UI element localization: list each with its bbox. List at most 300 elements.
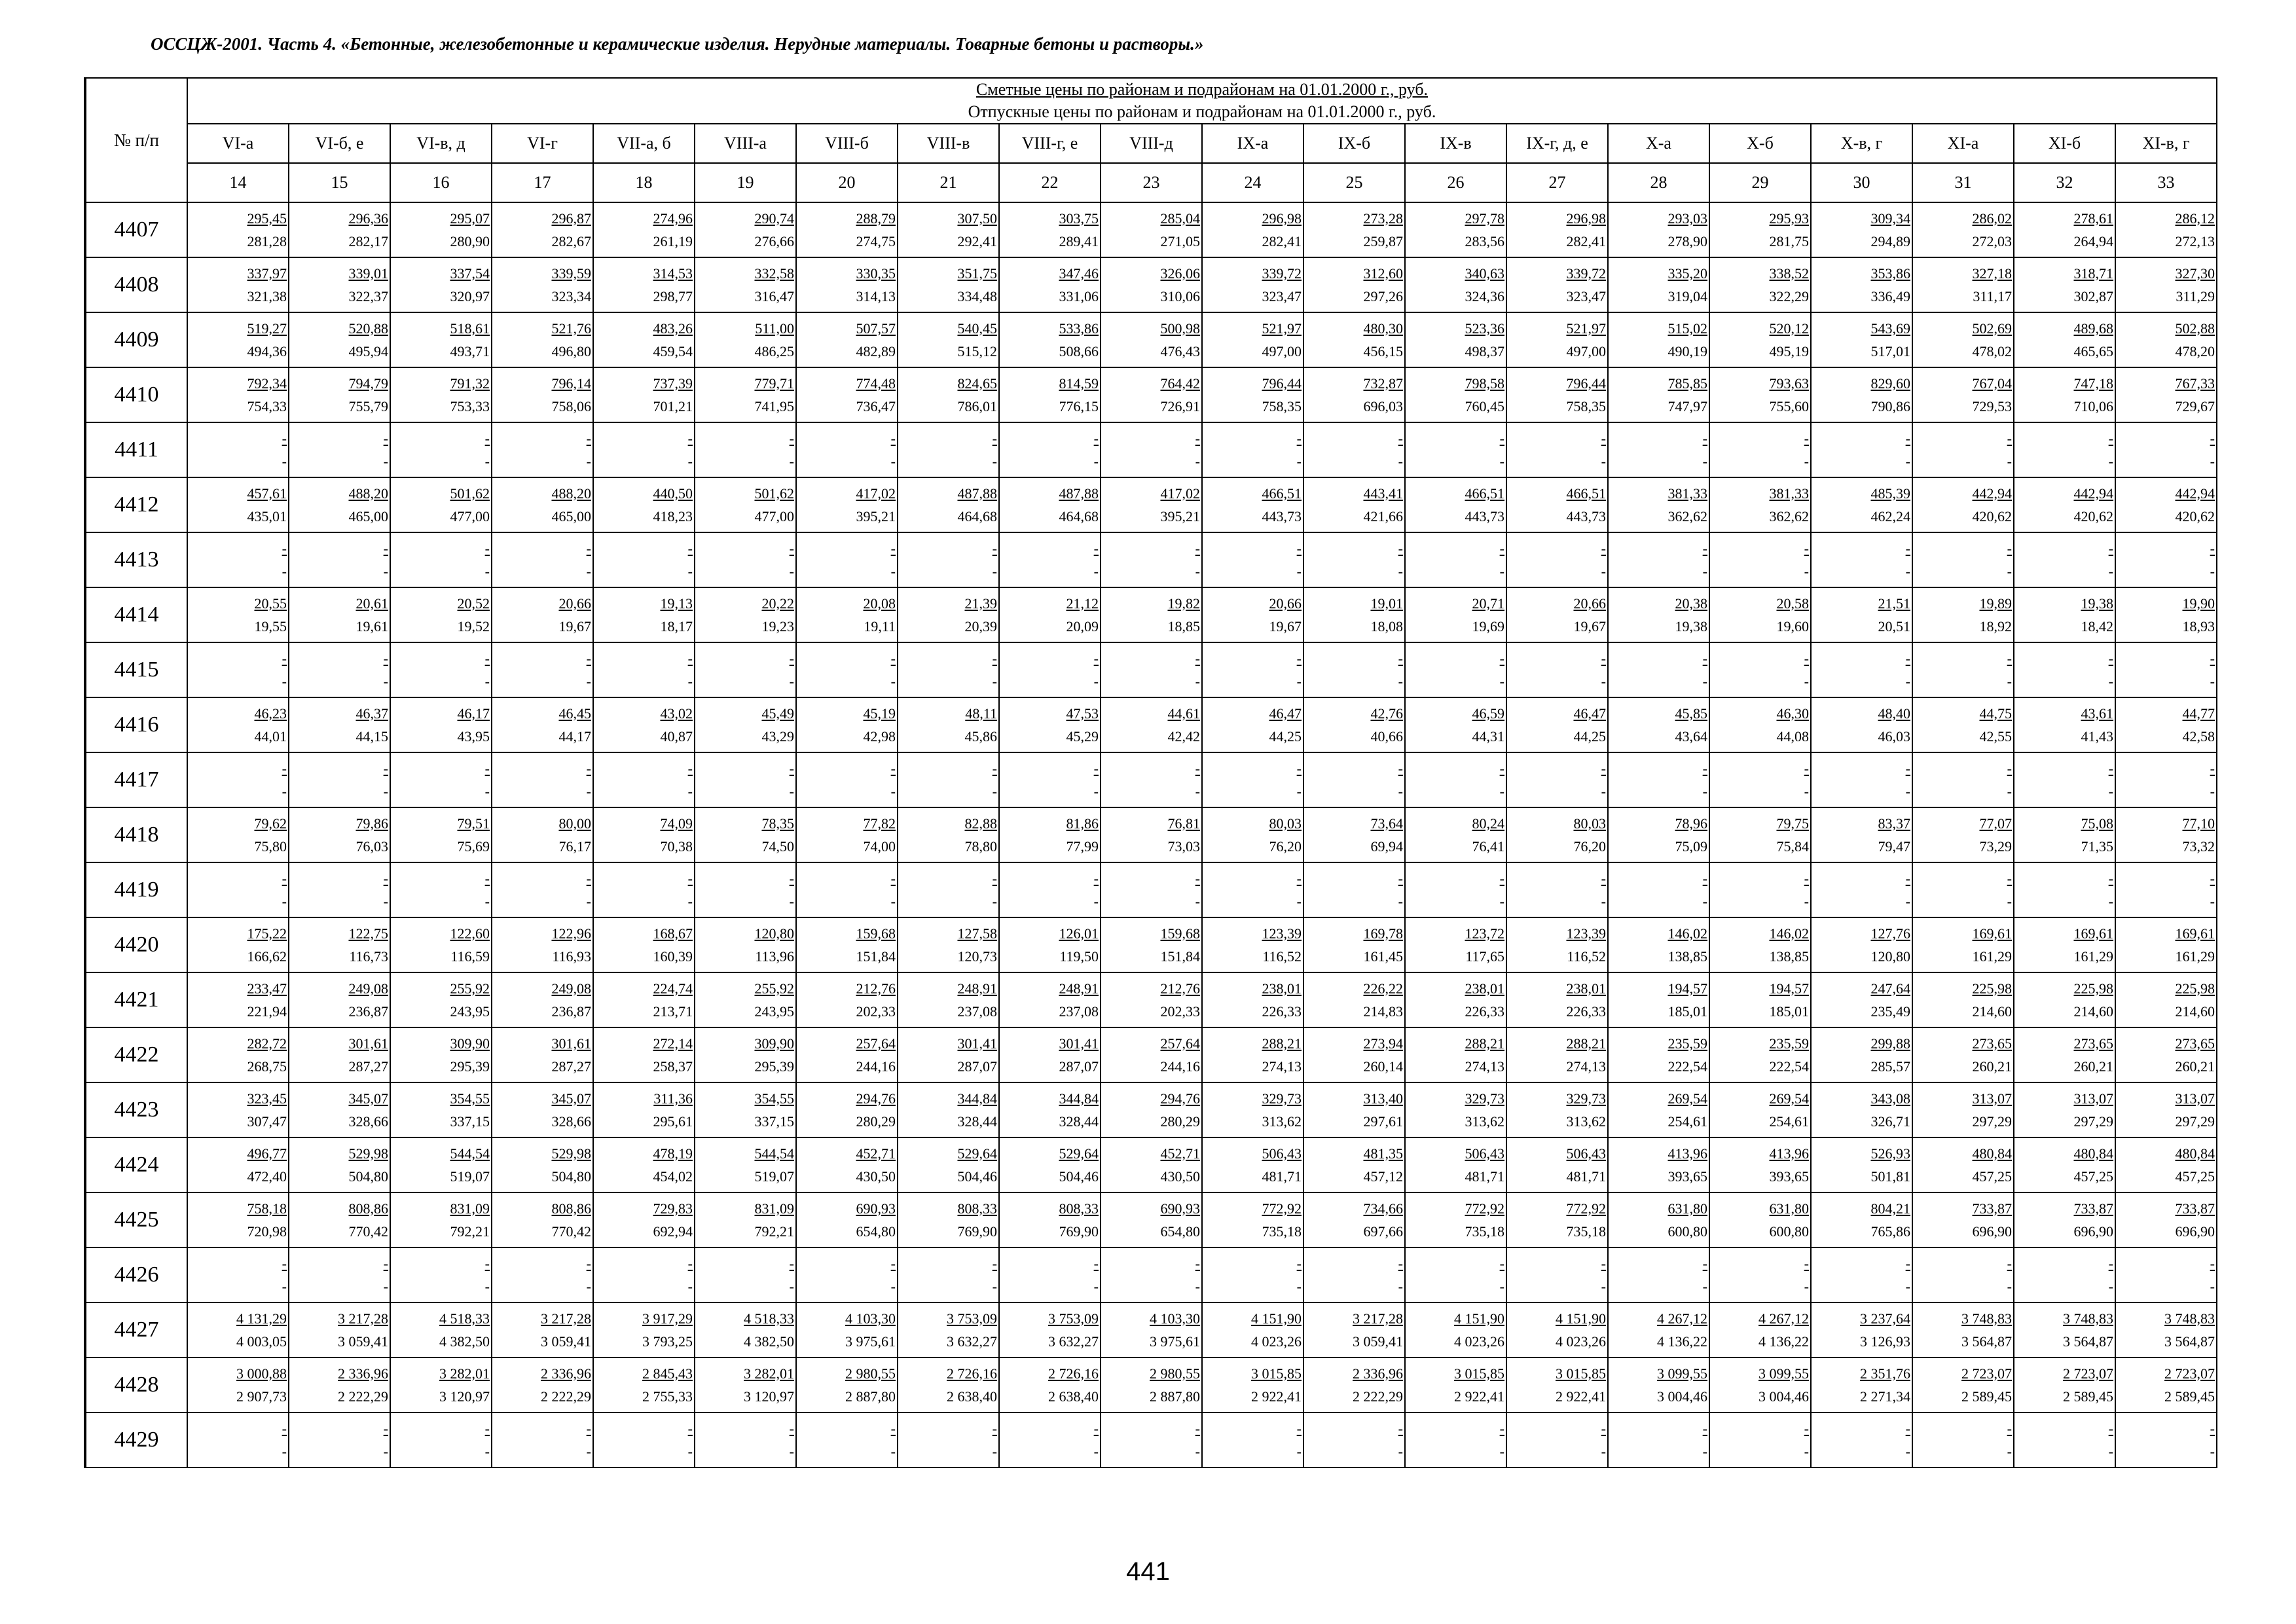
- release-price: 20,39: [964, 618, 997, 635]
- release-price: 119,50: [1059, 948, 1099, 965]
- price-cell: [187, 1137, 289, 1192]
- estimated-price: 238,01: [1566, 980, 1606, 997]
- release-price: -: [383, 452, 388, 470]
- column-header: X-в, г: [1811, 124, 1912, 163]
- release-price: 151,84: [856, 948, 896, 965]
- release-price: -: [1195, 783, 1200, 800]
- price-cell: [898, 257, 999, 312]
- release-price: 420,62: [1972, 507, 2012, 525]
- column-header: VIII-б: [796, 124, 898, 163]
- release-price: 696,03: [1363, 397, 1403, 415]
- row-id: 4422: [85, 1027, 187, 1082]
- release-price: -: [383, 893, 388, 910]
- estimated-price: 48,11: [965, 705, 997, 722]
- estimated-price: 488,20: [551, 485, 591, 502]
- release-price: 278,90: [1667, 232, 1707, 249]
- estimated-price: 311,36: [653, 1090, 693, 1107]
- price-cell: [187, 1247, 289, 1302]
- price-cell: [187, 422, 289, 477]
- price-cell: [1101, 202, 1202, 257]
- estimated-price: 3 282,01: [439, 1365, 490, 1382]
- price-cell: [1303, 202, 1405, 257]
- estimated-price: 123,39: [1566, 925, 1606, 942]
- price-cell: [1506, 1247, 1608, 1302]
- estimated-price: -: [1601, 760, 1606, 777]
- price-cell: [1709, 587, 1811, 642]
- estimated-price: 381,33: [1667, 485, 1707, 502]
- price-cell: [796, 862, 898, 917]
- release-price: 235,49: [1870, 1003, 1910, 1020]
- release-price: 3 059,41: [338, 1333, 388, 1350]
- price-cell: [1912, 1302, 2014, 1357]
- release-price: 116,52: [1262, 948, 1302, 965]
- estimated-price: -: [2108, 650, 2113, 667]
- price-cell: [1101, 862, 1202, 917]
- release-price: 692,94: [653, 1223, 693, 1240]
- release-price: -: [992, 673, 997, 690]
- price-cell: [796, 642, 898, 697]
- price-cell: [187, 312, 289, 367]
- column-number: 25: [1303, 163, 1405, 202]
- price-cell: [1912, 972, 2014, 1027]
- release-price: 281,28: [247, 232, 287, 249]
- release-price: 792,21: [754, 1223, 794, 1240]
- column-header: IX-а: [1202, 124, 1303, 163]
- price-cell: [1608, 1302, 1709, 1357]
- release-price: 40,87: [660, 728, 693, 745]
- estimated-price: 126,01: [1059, 925, 1099, 942]
- release-price: 478,02: [1972, 342, 2012, 360]
- price-cell: [289, 422, 390, 477]
- estimated-price: 45,19: [863, 705, 896, 722]
- price-cell: [695, 1027, 796, 1082]
- price-cell: [695, 752, 796, 807]
- price-cell: [187, 697, 289, 752]
- estimated-price: -: [2210, 870, 2215, 887]
- release-price: 297,29: [1972, 1113, 2012, 1130]
- release-price: 760,45: [1465, 397, 1504, 415]
- price-cell: [1101, 1247, 1202, 1302]
- estimated-price: -: [1296, 760, 1302, 777]
- estimated-price: -: [1195, 430, 1200, 447]
- price-cell: [898, 1027, 999, 1082]
- release-price: -: [992, 1278, 997, 1295]
- release-price: -: [789, 893, 794, 910]
- row-id: 4420: [85, 917, 187, 972]
- release-price: -: [383, 1278, 388, 1295]
- estimated-price: 338,52: [1769, 265, 1809, 282]
- release-price: -: [282, 452, 287, 470]
- estimated-price: 224,74: [653, 980, 693, 997]
- price-cell: [796, 1247, 898, 1302]
- price-cell: [1912, 312, 2014, 367]
- estimated-price: -: [1702, 650, 1707, 667]
- estimated-price: -: [2108, 430, 2113, 447]
- release-price: 18,92: [1979, 618, 2012, 635]
- price-cell: [1101, 1302, 1202, 1357]
- price-cell: [1202, 422, 1303, 477]
- release-price: 792,21: [450, 1223, 490, 1240]
- price-cell: [593, 642, 695, 697]
- release-price: 443,73: [1566, 507, 1606, 525]
- release-price: 2 589,45: [1961, 1388, 2012, 1405]
- price-cell: [695, 312, 796, 367]
- estimated-price: 785,85: [1667, 375, 1707, 392]
- estimated-price: 732,87: [1363, 375, 1403, 392]
- release-price: 73,03: [1167, 838, 1200, 855]
- price-cell: [390, 1247, 492, 1302]
- estimated-price: -: [992, 430, 997, 447]
- price-cell: [1303, 257, 1405, 312]
- estimated-price: 3 015,85: [1454, 1365, 1504, 1382]
- release-price: 45,86: [964, 728, 997, 745]
- estimated-price: 337,97: [247, 265, 287, 282]
- release-price: 166,62: [247, 948, 287, 965]
- estimated-price: 294,76: [1160, 1090, 1200, 1107]
- price-cell: [1303, 642, 1405, 697]
- price-cell: [1506, 477, 1608, 532]
- release-price: 19,67: [558, 618, 591, 635]
- column-number: 28: [1608, 163, 1709, 202]
- release-price: 151,84: [1160, 948, 1200, 965]
- price-cell: [1202, 1302, 1303, 1357]
- estimated-price: -: [282, 1420, 287, 1437]
- price-cell: [1303, 1357, 1405, 1412]
- estimated-price: 323,45: [247, 1090, 287, 1107]
- estimated-price: 77,07: [1979, 815, 2012, 832]
- price-cell: [1405, 1082, 1506, 1137]
- estimated-price: 225,98: [1972, 980, 2012, 997]
- release-price: -: [1195, 452, 1200, 470]
- price-cell: [1202, 202, 1303, 257]
- estimated-price: -: [1601, 650, 1606, 667]
- row-number-header: № п/п: [85, 78, 187, 202]
- estimated-price: 273,65: [2175, 1035, 2215, 1052]
- estimated-price: 480,30: [1363, 320, 1403, 337]
- price-cell: [492, 917, 593, 972]
- release-price: 75,09: [1675, 838, 1707, 855]
- estimated-price: -: [2210, 1420, 2215, 1437]
- row-id: 4429: [85, 1412, 187, 1467]
- estimated-price: -: [1398, 430, 1403, 447]
- release-price: 161,29: [2175, 948, 2215, 965]
- estimated-price: -: [890, 650, 896, 667]
- release-price: 495,94: [348, 342, 388, 360]
- price-cell: [1709, 862, 1811, 917]
- price-cell: [2014, 202, 2115, 257]
- release-price: 393,65: [1667, 1168, 1707, 1185]
- estimated-price: 79,75: [1776, 815, 1809, 832]
- estimated-price: 46,37: [355, 705, 388, 722]
- release-price: 46,03: [1878, 728, 1910, 745]
- estimated-price: 48,40: [1878, 705, 1910, 722]
- estimated-price: 313,40: [1363, 1090, 1403, 1107]
- column-number: 26: [1405, 163, 1506, 202]
- estimated-price: -: [1601, 430, 1606, 447]
- release-price: 19,67: [1269, 618, 1302, 635]
- estimated-price: -: [2210, 540, 2215, 557]
- release-price: 443,73: [1262, 507, 1302, 525]
- estimated-price: 3 217,28: [1353, 1310, 1403, 1327]
- estimated-price: 2 980,55: [845, 1365, 896, 1382]
- estimated-price: 21,51: [1878, 595, 1910, 612]
- estimated-price: 175,22: [247, 925, 287, 942]
- release-price: -: [1398, 783, 1403, 800]
- release-price: 45,29: [1066, 728, 1099, 745]
- price-cell: [1303, 1137, 1405, 1192]
- estimated-price: 327,18: [1972, 265, 2012, 282]
- price-cell: [1912, 1027, 2014, 1082]
- release-price: 120,80: [1870, 948, 1910, 965]
- price-cell: [2115, 202, 2217, 257]
- price-cell: [187, 972, 289, 1027]
- price-cell: [1709, 807, 1811, 862]
- price-cell: [1101, 422, 1202, 477]
- release-price: 729,67: [2175, 397, 2215, 415]
- price-cell: [492, 807, 593, 862]
- release-price: -: [1804, 452, 1809, 470]
- release-price: 19,67: [1573, 618, 1606, 635]
- release-price: 321,38: [247, 287, 287, 304]
- price-cell: [695, 862, 796, 917]
- price-cell: [695, 587, 796, 642]
- release-price: 287,27: [348, 1058, 388, 1075]
- estimated-price: 511,00: [755, 320, 794, 337]
- price-cell: [390, 202, 492, 257]
- price-cell: [1405, 1137, 1506, 1192]
- release-price: -: [1093, 673, 1099, 690]
- release-price: 42,42: [1167, 728, 1200, 745]
- column-header: IX-в: [1405, 124, 1506, 163]
- price-cell: [1608, 972, 1709, 1027]
- estimated-price: -: [992, 870, 997, 887]
- release-price: 310,06: [1160, 287, 1200, 304]
- release-price: 3 120,97: [744, 1388, 794, 1405]
- release-price: 337,15: [450, 1113, 490, 1130]
- price-cell: [289, 1357, 390, 1412]
- price-cell: [1709, 1192, 1811, 1247]
- release-price: 75,84: [1776, 838, 1809, 855]
- release-price: 292,41: [957, 232, 997, 249]
- estimated-price: -: [2210, 760, 2215, 777]
- estimated-price: 521,97: [1262, 320, 1302, 337]
- estimated-price: 47,53: [1066, 705, 1099, 722]
- release-price: 654,80: [856, 1223, 896, 1240]
- row-id: 4428: [85, 1357, 187, 1412]
- estimated-price: 326,06: [1160, 265, 1200, 282]
- price-cell: [1303, 1027, 1405, 1082]
- release-price: 494,36: [247, 342, 287, 360]
- release-price: 311,17: [1973, 287, 2012, 304]
- release-price: -: [1702, 1278, 1707, 1295]
- estimated-price: 442,94: [2073, 485, 2113, 502]
- release-price: -: [2108, 1278, 2113, 1295]
- price-cell: [1405, 642, 1506, 697]
- price-cell: [2115, 807, 2217, 862]
- price-cell: [695, 367, 796, 422]
- price-cell: [1405, 1302, 1506, 1357]
- estimated-price: 3 099,55: [1657, 1365, 1707, 1382]
- estimated-price: 413,96: [1769, 1145, 1809, 1162]
- release-price: -: [789, 783, 794, 800]
- release-price: -: [1499, 563, 1504, 580]
- estimated-price: 339,72: [1262, 265, 1302, 282]
- estimated-price: 4 131,29: [236, 1310, 287, 1327]
- estimated-price: 21,12: [1066, 595, 1099, 612]
- price-cell: [796, 1082, 898, 1137]
- estimated-price: 318,71: [2073, 265, 2113, 282]
- release-price: -: [282, 563, 287, 580]
- estimated-price: 296,98: [1566, 210, 1606, 227]
- release-price: 735,18: [1566, 1223, 1606, 1240]
- price-cell: [2014, 1192, 2115, 1247]
- price-cell: [1608, 312, 1709, 367]
- release-price: 243,95: [754, 1003, 794, 1020]
- estimated-price: 269,54: [1769, 1090, 1809, 1107]
- estimated-price: 43,61: [2081, 705, 2113, 722]
- release-price: -: [890, 783, 896, 800]
- price-cell: [1912, 477, 2014, 532]
- price-cell: [1811, 1192, 1912, 1247]
- release-price: 19,61: [355, 618, 388, 635]
- estimated-price: -: [1093, 1420, 1099, 1437]
- release-price: 769,90: [1059, 1223, 1099, 1240]
- price-cell: [1811, 532, 1912, 587]
- release-price: -: [687, 1443, 693, 1460]
- price-cell: [1912, 752, 2014, 807]
- release-price: 464,68: [957, 507, 997, 525]
- price-cell: [1101, 752, 1202, 807]
- release-price: 501,81: [1870, 1168, 1910, 1185]
- price-cell: [1101, 697, 1202, 752]
- price-cell: [593, 477, 695, 532]
- estimated-price: 21,39: [964, 595, 997, 612]
- release-price: -: [2210, 783, 2215, 800]
- price-cell: [898, 642, 999, 697]
- release-price: 74,00: [863, 838, 896, 855]
- release-price: 283,56: [1465, 232, 1504, 249]
- estimated-price: 529,98: [551, 1145, 591, 1162]
- release-price: 435,01: [247, 507, 287, 525]
- price-cell: [2014, 257, 2115, 312]
- estimated-price: 466,51: [1262, 485, 1302, 502]
- column-header: X-а: [1608, 124, 1709, 163]
- release-price: 776,15: [1059, 397, 1099, 415]
- estimated-price: 79,51: [457, 815, 490, 832]
- estimated-price: 146,02: [1769, 925, 1809, 942]
- price-cell: [999, 972, 1101, 1027]
- price-cell: [1405, 422, 1506, 477]
- release-price: 735,18: [1465, 1223, 1504, 1240]
- estimated-price: -: [1905, 650, 1910, 667]
- release-price: -: [890, 563, 896, 580]
- estimated-price: -: [383, 650, 388, 667]
- price-cell: [999, 1082, 1101, 1137]
- price-cell: [1202, 807, 1303, 862]
- estimated-price: 831,09: [754, 1200, 794, 1217]
- estimated-price: 309,90: [450, 1035, 490, 1052]
- estimated-price: 794,79: [348, 375, 388, 392]
- release-price: 790,86: [1870, 397, 1910, 415]
- release-price: 362,62: [1769, 507, 1809, 525]
- release-price: 420,62: [2175, 507, 2215, 525]
- estimated-price: 120,80: [754, 925, 794, 942]
- price-cell: [390, 257, 492, 312]
- estimated-price: 313,07: [2175, 1090, 2215, 1107]
- estimated-price: -: [586, 430, 591, 447]
- release-price: 654,80: [1160, 1223, 1200, 1240]
- price-cell: [1405, 1357, 1506, 1412]
- estimated-price: 303,75: [1059, 210, 1099, 227]
- price-cell: [1303, 1302, 1405, 1357]
- estimated-price: 485,39: [1870, 485, 1910, 502]
- column-number: 18: [593, 163, 695, 202]
- release-price: 482,89: [856, 342, 896, 360]
- price-cell: [1811, 587, 1912, 642]
- price-cell: [1912, 1247, 2014, 1302]
- estimated-price: -: [687, 1420, 693, 1437]
- estimated-price: 76,81: [1167, 815, 1200, 832]
- estimated-price: 79,86: [355, 815, 388, 832]
- release-price: -: [1296, 1278, 1302, 1295]
- estimated-price: 4 103,30: [845, 1310, 896, 1327]
- estimated-price: 533,86: [1059, 320, 1099, 337]
- estimated-price: 335,20: [1667, 265, 1707, 282]
- price-cell: [1202, 1082, 1303, 1137]
- estimated-price: 299,88: [1870, 1035, 1910, 1052]
- estimated-price: 74,09: [660, 815, 693, 832]
- release-price: 504,80: [348, 1168, 388, 1185]
- release-price: 76,03: [355, 838, 388, 855]
- estimated-price: 2 980,55: [1150, 1365, 1200, 1382]
- estimated-price: 808,86: [348, 1200, 388, 1217]
- release-price: 76,20: [1573, 838, 1606, 855]
- price-cell: [492, 1247, 593, 1302]
- price-cell: [492, 1357, 593, 1412]
- release-price: -: [1296, 893, 1302, 910]
- price-cell: [492, 642, 593, 697]
- price-cell: [1202, 697, 1303, 752]
- estimated-price: -: [586, 1255, 591, 1272]
- release-price: -: [992, 783, 997, 800]
- release-price: 244,16: [1160, 1058, 1200, 1075]
- release-price: 4 136,22: [1657, 1333, 1707, 1350]
- release-price: 696,90: [1972, 1223, 2012, 1240]
- price-cell: [2115, 642, 2217, 697]
- price-cell: [390, 587, 492, 642]
- release-price: -: [890, 893, 896, 910]
- release-price: 504,46: [1059, 1168, 1099, 1185]
- price-cell: [593, 972, 695, 1027]
- estimated-price: 273,65: [2073, 1035, 2113, 1052]
- release-price: 696,90: [2175, 1223, 2215, 1240]
- estimated-price: 329,73: [1262, 1090, 1302, 1107]
- price-cell: [289, 642, 390, 697]
- price-cell: [187, 1357, 289, 1412]
- price-cell: [390, 697, 492, 752]
- price-cell: [492, 312, 593, 367]
- release-price: -: [2210, 1278, 2215, 1295]
- release-price: 74,50: [761, 838, 794, 855]
- estimated-price: 690,93: [856, 1200, 896, 1217]
- price-cell: [492, 1192, 593, 1247]
- release-price: -: [1296, 783, 1302, 800]
- release-price: 313,62: [1465, 1113, 1504, 1130]
- release-price: 4 136,22: [1758, 1333, 1809, 1350]
- estimated-price: -: [2108, 1420, 2113, 1437]
- column-header: VI-г: [492, 124, 593, 163]
- price-cell: [796, 917, 898, 972]
